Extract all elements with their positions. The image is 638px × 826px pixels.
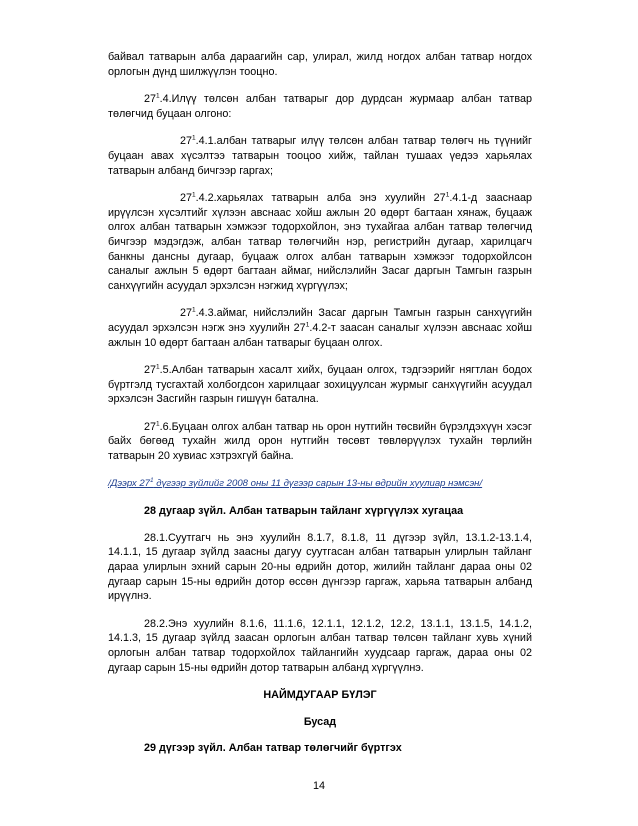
document-page [108,50,532,768]
paragraph-27-1-4-3: $27^1.4.3.аймаг$, нийслэлийн Засаг даргын Тамгын газрын санхүүгийн асуудал эрхэлсэн нэгж энэ хуулийн $27^1.4.2-т$ заасан саналыг хүлээн авснаас хойш ажлын 10 өдөрт багтаан албан татварыг буцаан олгох. [108,306,532,349]
amendment-note-link[interactable]: /Дээрх $27^1$ дүгээр зүйлийг 2008 оны 11 дүгээр сарын 13-ны өдрийн хуулиар нэмсэн/ [108,476,483,489]
paragraph-27-1-4-1: $27^1.4.1.албан$ татварыг илүү төлсөн албан татвар төлөгч нь түүнийг буцаан авах хүсэлтээ татварын тооцоо хийж, тайлан тушаах үедээ харьялах татварын албанд бичгээр гаргах; [108,134,532,177]
chapter-title: Бусад [303,715,337,728]
page-number: 14 [312,780,325,792]
paragraph-28-1: 28.1.Суутгагч нь энэ хуулийн 8.1.7, 8.1.8, 11 дүгээр зүйл, 13.1.2-13.1.4, 14.1.1, 15 дугаар зүйлд заасны дагуу суутгасан албан татварын улирлын тайланг дараа улирлын эхний сарын 20-ны өдрийн дотор, жилийн тайланг дараа оны 02 дугаар сарын 15-ны өдрийн дотор өссөн дүнгээр гаргаж, харьяа татварын албанд ирүүлнэ. [108,531,532,603]
paragraph-27-1-5: $27^1.5.Албан$ татварын хасалт хийх, буцаан олгох, тэдгээрийг нягтлан бодох бүртгэлд тусгахтай холбогдсон харилцааг зохицуулсан журмыг санхүүгийн асуудал эрхэлсэн Засгийн газрын гишүүн батална. [108,363,532,406]
article-28-heading: 28 дугаар зүйл. Албан татварын тайланг хүргүүлэх хугацаа [144,505,464,518]
chapter-heading: НАЙМДУГААР БҮЛЭГ [263,689,377,702]
paragraph-28-2: 28.2.Энэ хуулийн 8.1.6, 11.1.6, 12.1.1, 12.1.2, 12.2, 13.1.1, 13.1.5, 14.1.2, 14.1.3, 15 дугаар зүйлд заасан орлогын албан татвар төлсөн тайланг хувь хүний орлогын албан татвар тодорхойлох тайлангийн хуудсаар гаргаж, дараа оны 02 дугаар сарын 15-ны өдрийн дотор татварын албанд хүргүүлнэ. [108,617,532,674]
paragraph-27-1-6: $27^1.6.Буцаан$ олгох албан татвар нь орон нутгийн төсвийн бүрэлдэхүүн хэсэг байх бөгөөд тухайн жилд орон нутгийн төсөвт төвлөрүүлэх тухайн төрлийн татварын 20 хувиас хэтрэхгүй байна. [108,420,532,463]
paragraph-27-1-4: $27^1.4.Илүү$ төлсөн албан татварыг дор дурдсан журмаар албан татвар төлөгчид буцаан олгоно: [108,92,532,120]
paragraph-27-1-4-2: $27^1.4.2.харьялах$ татварын алба энэ хуулийн $27^1.4.1-д$ зааснаар ирүүлсэн хүсэлтийг хүлээн авснаас хойш ажлын 20 өдөрт багтаан хянаж, буцааж олгох албан татварын хэмжээг тодорхойлон, энэ тухайгаа албан татвар төлөгчид бичгээр мэдэгдэж, албан татвар төлөгчийн нэр, регистрийн дугаар, харилцагч банкны дансны дугаар, буцааж олгох албан татварын хэмжээг тодорхойлсон саналыг ажлын 5 өдөрт багтаан аймаг, нийслэлийн Засаг даргын Тамгын газрын санхүүгийн асуудал эрхэлсэн нэгжид хүргүүлэх; [108,191,532,292]
paragraph-continuation: байвал татварын алба дараагийн сар, улирал, жилд ногдох албан татвар ногдох орлогын дүнд шилжүүлэн тооцно. [108,51,532,78]
article-29-heading: 29 дүгээр зүйл. Албан татвар төлөгчийг бүртгэх [144,742,402,755]
